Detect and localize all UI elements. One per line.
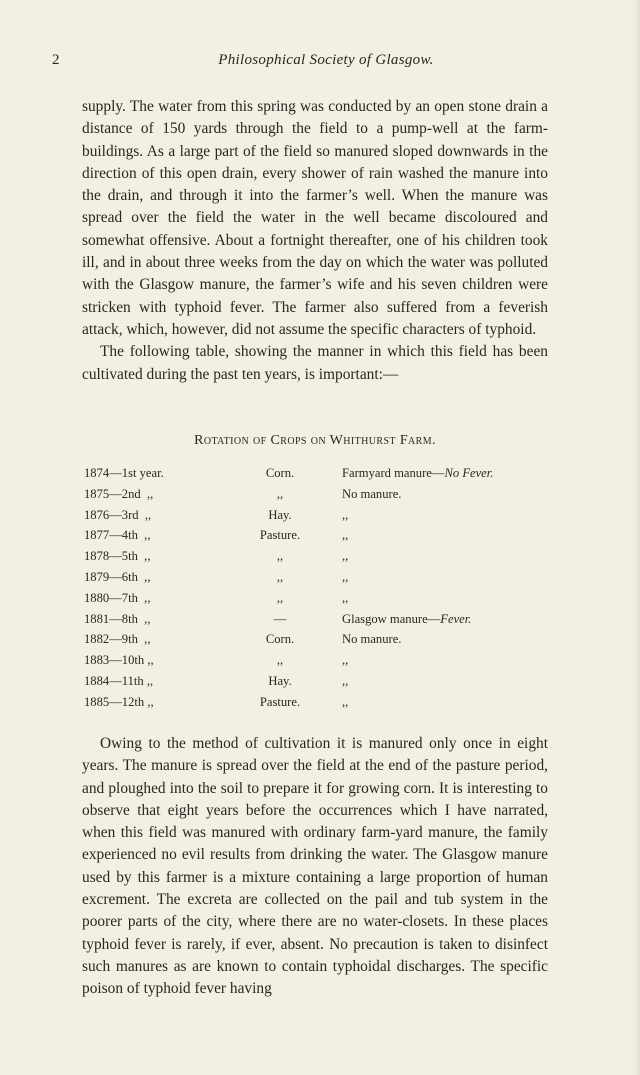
table-cell-crop: ,, <box>276 590 284 605</box>
table-cell-year: 1874—1st year. <box>84 466 164 480</box>
manure-text: ,, <box>342 590 349 605</box>
table-cell-year: 1880—7th ,, <box>84 590 151 605</box>
paragraph-1: supply. The water from this spring was conducted by an open stone drain a distance of 150 yards through the field to a pump-well at the farm-buildings. As a large part of the field so manured sloped downwards in the direction of this open drain, every shower of rain washed the manure into the drain, and through it into the farmer’s well. When the manure was spread over the field the water in the well became discoloured and somewhat offensive. About a fortnight thereafter, one of his children took ill, and in about three weeks from the day on which the water was polluted with the Glasgow manure, the farmer’s wife and his seven children were stricken with typhoid fever. The farmer also suffered from a feverish attack, which, however, did not assume the specific characters of typhoid. <box>82 98 548 338</box>
table-cell-year: 1881—8th ,, <box>84 611 151 626</box>
table-row <box>84 671 554 692</box>
table-cell-manure <box>342 484 401 505</box>
table-row <box>84 692 554 713</box>
table-cell-year: 1879—6th ,, <box>84 569 151 584</box>
table-row <box>84 463 554 484</box>
table-cell-manure <box>342 505 348 526</box>
table-cell-year: 1884—11th ,, <box>84 673 154 688</box>
manure-text: ,, <box>342 673 349 688</box>
table-cell-crop: ,, <box>276 569 284 584</box>
manure-text: ,, <box>342 549 349 564</box>
manure-text: ,, <box>342 694 349 709</box>
table-title-place: Whithurst Farm. <box>329 433 436 448</box>
table-row <box>84 650 554 671</box>
table-cell-crop: ,, <box>276 653 284 668</box>
running-head <box>52 52 600 72</box>
manure-text: ,, <box>342 569 349 584</box>
table-cell-manure <box>342 525 348 546</box>
table-cell-manure <box>342 546 348 567</box>
manure-text: No manure. <box>342 632 402 647</box>
table-cell-crop: ,, <box>276 486 284 501</box>
table-cell-year: 1875—2nd ,, <box>84 486 154 501</box>
manure-text: No manure. <box>342 486 402 501</box>
table-cell-year: 1876—3rd ,, <box>84 507 152 522</box>
table-cell-crop: Hay. <box>268 673 292 688</box>
table-cell-crop: — <box>273 611 287 626</box>
table-cell-manure <box>342 609 471 630</box>
table-cell-year: 1877—4th ,, <box>84 528 151 543</box>
rotation-table <box>84 463 554 713</box>
table-row <box>84 546 554 567</box>
manure-text: ,, <box>342 528 349 543</box>
table-cell-manure <box>342 629 401 650</box>
paragraph-2: The following table, showing the manner in which this field has been cultivated during the past ten years, is important:— <box>82 343 548 383</box>
manure-text: Glasgow manure— <box>342 611 441 626</box>
paragraph-3: Owing to the method of cultivation it is manured only once in eight years. The manure is spread over the field at the end of the pasture period, and ploughed into the soil to prepare it for growing corn. It is interesting to observe that eight years before the occurrences which I have narrated, when this field was manured with ordinary farm-yard manure, the family experienced no evil results from drinking the water. The Glasgow manure used by this farmer is a mixture containing a large proportion of human excrement. The excreta are collected on the pail and tub system in the poorer parts of the city, where there are no water-closets. In these places typhoid fever is rarely, if ever, absent. No precaution is taken to disinfect such manures as are known to contain typhoidal discharges. The specific poison of typhoid fever having <box>82 735 548 998</box>
fever-note: Fever. <box>440 611 472 626</box>
table-row <box>84 484 554 505</box>
body-text-lower <box>82 733 548 1001</box>
table-row <box>84 567 554 588</box>
page-edge-shadow <box>634 0 640 1075</box>
table-cell-manure <box>342 692 348 713</box>
fever-note: No Fever. <box>444 466 494 480</box>
table-cell-crop: Pasture. <box>259 528 301 543</box>
manure-text: Farmyard manure— <box>342 466 445 480</box>
table-cell-crop: ,, <box>276 549 284 564</box>
table-cell-crop: Pasture. <box>259 694 301 709</box>
table-title-prefix: Rotation of Crops on <box>194 433 330 448</box>
table-cell-manure <box>342 463 493 484</box>
table-cell-manure <box>342 588 348 609</box>
table-row <box>84 588 554 609</box>
running-title: Philosophical Society of Glasgow. <box>218 52 434 68</box>
table-cell-manure <box>342 650 348 671</box>
table-row <box>84 629 554 650</box>
table-cell-year: 1882—9th ,, <box>84 632 151 647</box>
table-cell-crop: Corn. <box>265 466 295 480</box>
table-cell-year: 1878—5th ,, <box>84 549 151 564</box>
manure-text: ,, <box>342 653 349 668</box>
table-title <box>82 433 548 449</box>
table-cell-year: 1885—12th ,, <box>84 694 154 709</box>
table-cell-year: 1883—10th ,, <box>84 653 154 668</box>
table-cell-manure <box>342 671 348 692</box>
table-cell-manure <box>342 567 348 588</box>
table-cell-crop: Corn. <box>265 632 295 647</box>
table-row <box>84 609 554 630</box>
body-text-upper <box>82 96 548 386</box>
table-row <box>84 525 554 546</box>
manure-text: ,, <box>342 507 349 522</box>
page-number: 2 <box>52 52 60 68</box>
table-row <box>84 505 554 526</box>
table-cell-crop: Hay. <box>268 507 292 522</box>
